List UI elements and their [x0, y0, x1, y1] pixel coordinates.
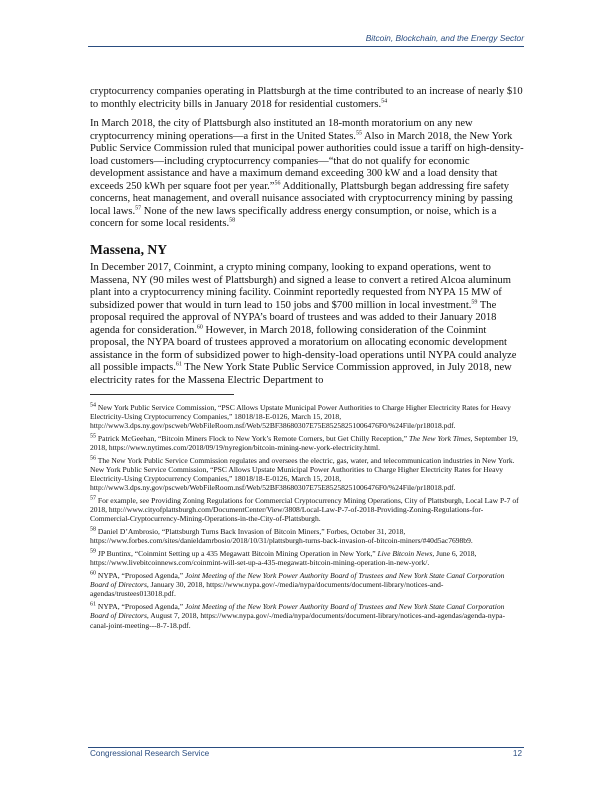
footnote-59 — [90, 549, 522, 567]
footnote-text: New York Public Service Commission, “PSC Allows Upstate Municipal Power Authorities to Charge Higher Electricity Rates for Heavy Electricity-Using Cryptocurrency Companies,” 18018/18-E-0126, March 15, 2018, http://www3.dps.ny.gov/pscweb/WebFileRoom.nsf/Web/52BF38680307E75E85258251006476F0/%24File/pr18018.pdf. — [90, 403, 511, 431]
footnote-text: NYPA, “Proposed Agenda,” — [97, 571, 184, 581]
paragraph-text: None of the new laws specifically address energy consumption, or noise, which is a concern for some local residents. — [90, 205, 497, 230]
footnote-57 — [90, 496, 522, 523]
footnote-number: 61 — [90, 601, 96, 608]
paragraph-1 — [90, 86, 525, 111]
paragraph-text: In March 2018, the city of Plattsburgh also instituted an 18-month moratorium on any new cryptocurrency mining operations—a first in the United States. — [90, 118, 473, 142]
footnote-58 — [90, 527, 522, 545]
footer-org: Congressional Research Service — [90, 749, 210, 758]
footnote-60 — [90, 571, 522, 598]
footnote-number: 59 — [90, 548, 96, 555]
paragraph-text: cryptocurrency companies operating in Plattsburgh at the time contributed to an increase of nearly $10 to monthly electricity bills in January 2018 for residential customers. — [90, 86, 523, 110]
paragraph-2 — [90, 118, 525, 231]
footnote-ref-54[interactable]: 54 — [381, 98, 388, 105]
paragraph-text: The proposal required the approval of NYPA’s board of trustees and was added to their January 2018 agenda for consideration. — [90, 299, 497, 336]
paragraph-text: Additionally, Plattsburgh began addressing fire safety concerns, heat management, and overall nuisance associated with cryptocurrency mining by passing local laws. — [90, 180, 513, 217]
footnote-55 — [90, 434, 522, 452]
footnote-ref-55[interactable]: 55 — [355, 130, 362, 137]
footnote-54 — [90, 403, 522, 430]
running-header: Bitcoin, Blockchain, and the Energy Sector — [365, 33, 524, 43]
footnote-ref-57[interactable]: 57 — [135, 205, 142, 212]
body-text — [90, 86, 525, 394]
footnote-56 — [90, 456, 522, 492]
footnote-ref-61[interactable]: 61 — [175, 361, 182, 368]
footnote-text: Patrick McGeehan, “Bitcoin Miners Flock to New York’s Remote Corners, but Get Chilly Reception,” — [97, 434, 408, 444]
footnote-number: 58 — [90, 526, 96, 533]
footnote-text: For example, see Providing Zoning Regulations for Commercial Cryptocurrency Mining Operations, City of Plattsburgh, Local Law P-7 of 2018, http://www.cityofplattsburgh.com/DocumentCenter/View/3808/Local-Law-P-7-of-2018-Providing-Zoning-Regulations-for-Commercial-Cryptocurrency-Mining-Operations-in-the-City-of-Plattsburgh. — [90, 496, 519, 524]
footnote-source-title: Joint Meeting of the New York Power Authority Board of Trustees and New York State Canal Corporation Board of Directors — [90, 602, 505, 621]
paragraph-text: Also in March 2018, the New York Public Service Commission ruled that municipal power authorities could issue a tariff on high-density-load customers—including cryptocurrency companies—“that do not qualify for economic development assistance and have a maximum demand exceeding 300 kW and a load density that exceeds 250 kWh per square foot per year.” — [90, 130, 524, 192]
footnote-number: 57 — [90, 495, 96, 502]
paragraph-text: The New York State Public Service Commission approved, in July 2018, new electricity rates for the Massena Electric Department to — [90, 362, 512, 386]
footnote-number: 56 — [90, 455, 96, 462]
footnotes — [90, 403, 522, 633]
footnote-text: The New York Public Service Commission regulates and oversees the electric, gas, water, and telecommunication industries in New York. New York Public Service Commission, “PSC Allows Upstate Municipal Power Authorities to Charge Higher Electricity Rates for Heavy Electricity-Using Cryptocurrency Companies,” 18018/18-E-0126, March 15, 2018, http://www3.dps.ny.gov/pscweb/WebFileRoom.nsf/Web/52BF38680307E75E85258251006476F0/%24File/pr18018.pdf. — [90, 456, 515, 493]
paragraph-text: However, in March 2018, following consideration of the Coinmint proposal, the NYPA board of trustees approved a moratorium on allocating economic development assistance in the form of subsidized power to high-density-load operations until NYPA could analyze all possible impacts. — [90, 324, 517, 374]
footnote-number: 55 — [90, 433, 96, 440]
footnote-number: 54 — [90, 402, 96, 409]
footnote-text: , June 6, 2018, https://www.livebitcoinnews.com/coinmint-will-set-up-a-435-megawatt-bitcoin-mining-operation-in-new-york/. — [90, 549, 477, 568]
footnote-source-title: Live Bitcoin News — [377, 549, 433, 559]
paragraph-3 — [90, 262, 525, 387]
footer-rule — [88, 747, 524, 748]
header-rule — [88, 46, 524, 47]
footnote-text: JP Buntinx, “Coinmint Setting up a 435 Megawatt Bitcoin Mining Operation in New York,” — [97, 549, 376, 559]
footnote-61 — [90, 602, 522, 629]
footnote-text: , September 19, 2018, https://www.nytimes.com/2018/09/19/nyregion/bitcoin-mining-new-york-electricity.html. — [90, 434, 518, 453]
footnote-source-title: The New York Times — [408, 434, 471, 444]
footnote-text: , August 7, 2018, https://www.nypa.gov/-/media/nypa/documents/document-library/notices-and-agendas/agenda-nypa-canal-joint-meeting---8-7-18.pdf. — [90, 611, 506, 630]
paragraph-text: In December 2017, Coinmint, a crypto mining company, looking to expand operations, went to Massena, NY (90 miles west of Plattsburgh) and signed a lease to convert a retired Alcoa aluminum plant into a cryptocurrency mining facility. Coinmint reportedly requested from NYPA 15 MW of subsidized power that would in turn lead to 150 jobs and $700 million in local investment. — [90, 262, 511, 311]
footnote-text: NYPA, “Proposed Agenda,” — [97, 602, 184, 612]
footnote-ref-58[interactable]: 58 — [229, 217, 236, 224]
footnote-text: , January 30, 2018, https://www.nypa.gov/-/media/nypa/documents/document-library/notices-and-agendas/trustees013018.pdf. — [90, 580, 444, 599]
footnote-ref-60[interactable]: 60 — [196, 324, 203, 331]
footnote-separator — [90, 394, 234, 395]
section-heading: Massena, NY — [90, 242, 168, 258]
footnote-source-title: Joint Meeting of the New York Power Authority Board of Trustees and New York State Canal Corporation Board of Directors — [90, 571, 505, 590]
footnote-ref-56[interactable]: 56 — [274, 180, 281, 187]
footnote-ref-59[interactable]: 59 — [471, 299, 478, 306]
footnote-text: Daniel D’Ambrosio, “Plattsburgh Turns Back Invasion of Bitcoin Miners,” Forbes, October 31, 2018, https://www.forbes.com/sites/danieldamrbosio/2018/10/31/plattsburgh-turns-back-invasion-of-bitcoin-miners/#40d5ac7698b9. — [90, 527, 473, 546]
footnote-number: 60 — [90, 570, 96, 577]
page-number: 12 — [512, 749, 522, 758]
